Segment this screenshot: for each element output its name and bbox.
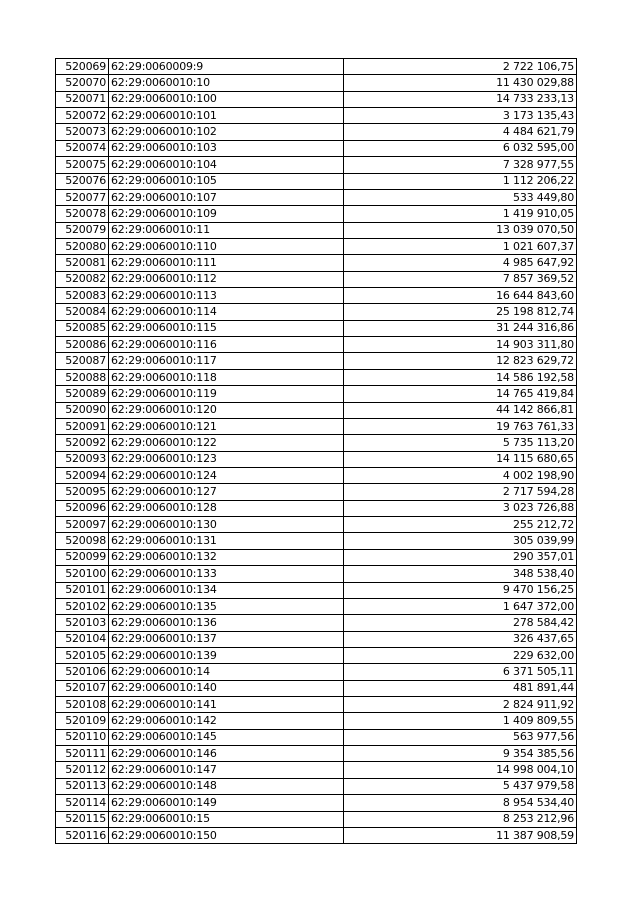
table-row: [56, 255, 577, 271]
table-row: [56, 827, 577, 843]
table-row: [56, 598, 577, 614]
cadastral-number-cell: 62:29:0060010:119: [109, 386, 344, 402]
cadastral-value-cell: 3 023 726,88: [344, 500, 577, 516]
cadastral-value-cell: 7 328 977,55: [344, 157, 577, 173]
cadastral-number-cell: 62:29:0060010:121: [109, 418, 344, 434]
table-row: [56, 664, 577, 680]
cadastral-number-cell: 62:29:0060010:102: [109, 124, 344, 140]
row-number-cell: 520078: [56, 206, 109, 222]
table-row: [56, 320, 577, 336]
cadastral-value-cell: 14 586 192,58: [344, 369, 577, 385]
cadastral-value-cell: 1 021 607,37: [344, 238, 577, 254]
cadastral-number-cell: 62:29:0060010:149: [109, 795, 344, 811]
cadastral-number-cell: 62:29:0060010:147: [109, 762, 344, 778]
cadastral-value-cell: 8 253 212,96: [344, 811, 577, 827]
cadastral-number-cell: 62:29:0060009:9: [109, 59, 344, 75]
table-row: [56, 189, 577, 205]
cadastral-number-cell: 62:29:0060010:14: [109, 664, 344, 680]
cadastral-value-cell: 5 735 113,20: [344, 435, 577, 451]
cadastral-value-cell: 12 823 629,72: [344, 353, 577, 369]
cadastral-value-cell: 6 371 505,11: [344, 664, 577, 680]
cadastral-value-cell: 14 903 311,80: [344, 337, 577, 353]
cadastral-value-cell: 326 437,65: [344, 631, 577, 647]
row-number-cell: 520089: [56, 386, 109, 402]
cadastral-value-cell: 1 419 910,05: [344, 206, 577, 222]
cadastral-value-cell: 278 584,42: [344, 615, 577, 631]
table-row: [56, 271, 577, 287]
cadastral-number-cell: 62:29:0060010:132: [109, 549, 344, 565]
cadastral-number-cell: 62:29:0060010:112: [109, 271, 344, 287]
cadastral-number-cell: 62:29:0060010:104: [109, 157, 344, 173]
cadastral-number-cell: 62:29:0060010:11: [109, 222, 344, 238]
table-row: [56, 680, 577, 696]
table-row: [56, 746, 577, 762]
row-number-cell: 520107: [56, 680, 109, 696]
row-number-cell: 520086: [56, 337, 109, 353]
cadastral-value-cell: 9 354 385,56: [344, 746, 577, 762]
cadastral-number-cell: 62:29:0060010:139: [109, 647, 344, 663]
cadastral-number-cell: 62:29:0060010:135: [109, 598, 344, 614]
row-number-cell: 520080: [56, 238, 109, 254]
row-number-cell: 520084: [56, 304, 109, 320]
row-number-cell: 520075: [56, 157, 109, 173]
table-row: [56, 647, 577, 663]
cadastral-number-cell: 62:29:0060010:117: [109, 353, 344, 369]
cadastral-value-cell: 255 212,72: [344, 517, 577, 533]
cadastral-number-cell: 62:29:0060010:148: [109, 778, 344, 794]
table-row: [56, 811, 577, 827]
table-row: [56, 778, 577, 794]
table-row: [56, 713, 577, 729]
row-number-cell: 520087: [56, 353, 109, 369]
cadastral-value-cell: 1 112 206,22: [344, 173, 577, 189]
row-number-cell: 520110: [56, 729, 109, 745]
table-row: [56, 124, 577, 140]
cadastral-value-cell: 348 538,40: [344, 566, 577, 582]
cadastral-number-cell: 62:29:0060010:137: [109, 631, 344, 647]
cadastral-value-cell: 13 039 070,50: [344, 222, 577, 238]
row-number-cell: 520095: [56, 484, 109, 500]
row-number-cell: 520114: [56, 795, 109, 811]
table-row: [56, 369, 577, 385]
row-number-cell: 520096: [56, 500, 109, 516]
row-number-cell: 520091: [56, 418, 109, 434]
row-number-cell: 520115: [56, 811, 109, 827]
cadastral-value-cell: 31 244 316,86: [344, 320, 577, 336]
table-row: [56, 337, 577, 353]
table-row: [56, 533, 577, 549]
cadastral-number-cell: 62:29:0060010:124: [109, 467, 344, 483]
cadastral-value-cell: 6 032 595,00: [344, 140, 577, 156]
table-row: [56, 795, 577, 811]
cadastral-value-cell: 8 954 534,40: [344, 795, 577, 811]
cadastral-value-cell: 7 857 369,52: [344, 271, 577, 287]
cadastral-number-cell: 62:29:0060010:15: [109, 811, 344, 827]
row-number-cell: 520077: [56, 189, 109, 205]
row-number-cell: 520088: [56, 369, 109, 385]
cadastral-number-cell: 62:29:0060010:122: [109, 435, 344, 451]
table-row: [56, 157, 577, 173]
table-row: [56, 59, 577, 75]
row-number-cell: 520085: [56, 320, 109, 336]
row-number-cell: 520100: [56, 566, 109, 582]
table-row: [56, 288, 577, 304]
cadastral-value-cell: 44 142 866,81: [344, 402, 577, 418]
row-number-cell: 520070: [56, 75, 109, 91]
table-row: [56, 582, 577, 598]
table-row: [56, 467, 577, 483]
row-number-cell: 520094: [56, 467, 109, 483]
row-number-cell: 520116: [56, 827, 109, 843]
cadastral-value-cell: 11 387 908,59: [344, 827, 577, 843]
row-number-cell: 520099: [56, 549, 109, 565]
cadastral-value-cell: 533 449,80: [344, 189, 577, 205]
table-row: [56, 697, 577, 713]
cadastral-value-cell: 2 824 911,92: [344, 697, 577, 713]
row-number-cell: 520113: [56, 778, 109, 794]
row-number-cell: 520082: [56, 271, 109, 287]
cadastral-number-cell: 62:29:0060010:133: [109, 566, 344, 582]
row-number-cell: 520102: [56, 598, 109, 614]
cadastral-number-cell: 62:29:0060010:123: [109, 451, 344, 467]
cadastral-number-cell: 62:29:0060010:128: [109, 500, 344, 516]
table-row: [56, 108, 577, 124]
table-row: [56, 91, 577, 107]
cadastral-value-cell: 2 717 594,28: [344, 484, 577, 500]
row-number-cell: 520071: [56, 91, 109, 107]
cadastral-value-cell: 481 891,44: [344, 680, 577, 696]
cadastral-number-cell: 62:29:0060010:127: [109, 484, 344, 500]
cadastral-number-cell: 62:29:0060010:101: [109, 108, 344, 124]
cadastral-number-cell: 62:29:0060010:136: [109, 615, 344, 631]
row-number-cell: 520079: [56, 222, 109, 238]
table-row: [56, 75, 577, 91]
cadastral-number-cell: 62:29:0060010:114: [109, 304, 344, 320]
cadastral-value-cell: 11 430 029,88: [344, 75, 577, 91]
row-number-cell: 520090: [56, 402, 109, 418]
cadastral-value-cell: 9 470 156,25: [344, 582, 577, 598]
row-number-cell: 520108: [56, 697, 109, 713]
cadastral-number-cell: 62:29:0060010:111: [109, 255, 344, 271]
row-number-cell: 520109: [56, 713, 109, 729]
table-row: [56, 238, 577, 254]
cadastral-number-cell: 62:29:0060010:131: [109, 533, 344, 549]
cadastral-number-cell: 62:29:0060010:10: [109, 75, 344, 91]
cadastral-value-cell: 14 765 419,84: [344, 386, 577, 402]
table-body: [56, 59, 577, 844]
table-row: [56, 451, 577, 467]
table-row: [56, 500, 577, 516]
table-row: [56, 484, 577, 500]
cadastral-value-cell: 14 733 233,13: [344, 91, 577, 107]
cadastral-value-cell: 229 632,00: [344, 647, 577, 663]
table-row: [56, 222, 577, 238]
cadastral-value-cell: 5 437 979,58: [344, 778, 577, 794]
row-number-cell: 520072: [56, 108, 109, 124]
row-number-cell: 520081: [56, 255, 109, 271]
row-number-cell: 520074: [56, 140, 109, 156]
cadastral-value-cell: 563 977,56: [344, 729, 577, 745]
table-row: [56, 435, 577, 451]
cadastral-number-cell: 62:29:0060010:115: [109, 320, 344, 336]
row-number-cell: 520093: [56, 451, 109, 467]
cadastral-value-cell: 19 763 761,33: [344, 418, 577, 434]
cadastral-number-cell: 62:29:0060010:103: [109, 140, 344, 156]
cadastral-value-cell: 14 115 680,65: [344, 451, 577, 467]
cadastral-number-cell: 62:29:0060010:107: [109, 189, 344, 205]
table-row: [56, 304, 577, 320]
cadastral-number-cell: 62:29:0060010:113: [109, 288, 344, 304]
row-number-cell: 520106: [56, 664, 109, 680]
table-row: [56, 517, 577, 533]
table-row: [56, 206, 577, 222]
row-number-cell: 520092: [56, 435, 109, 451]
cadastral-number-cell: 62:29:0060010:146: [109, 746, 344, 762]
row-number-cell: 520069: [56, 59, 109, 75]
cadastral-number-cell: 62:29:0060010:105: [109, 173, 344, 189]
table-row: [56, 386, 577, 402]
cadastral-value-cell: 4 002 198,90: [344, 467, 577, 483]
table-row: [56, 549, 577, 565]
cadastral-number-cell: 62:29:0060010:100: [109, 91, 344, 107]
row-number-cell: 520083: [56, 288, 109, 304]
table-row: [56, 615, 577, 631]
row-number-cell: 520103: [56, 615, 109, 631]
cadastral-value-cell: 14 998 004,10: [344, 762, 577, 778]
table-row: [56, 631, 577, 647]
cadastral-number-cell: 62:29:0060010:118: [109, 369, 344, 385]
cadastral-number-cell: 62:29:0060010:140: [109, 680, 344, 696]
cadastral-value-cell: 3 173 135,43: [344, 108, 577, 124]
cadastral-value-cell: 25 198 812,74: [344, 304, 577, 320]
row-number-cell: 520112: [56, 762, 109, 778]
table-row: [56, 762, 577, 778]
row-number-cell: 520101: [56, 582, 109, 598]
cadastral-value-cell: 4 985 647,92: [344, 255, 577, 271]
cadastral-number-cell: 62:29:0060010:120: [109, 402, 344, 418]
table-row: [56, 402, 577, 418]
cadastral-number-cell: 62:29:0060010:116: [109, 337, 344, 353]
cadastral-number-cell: 62:29:0060010:110: [109, 238, 344, 254]
cadastral-value-cell: 2 722 106,75: [344, 59, 577, 75]
cadastral-value-cell: 305 039,99: [344, 533, 577, 549]
cadastral-value-cell: 290 357,01: [344, 549, 577, 565]
table-row: [56, 418, 577, 434]
cadastral-number-cell: 62:29:0060010:109: [109, 206, 344, 222]
cadastral-value-cell: 1 647 372,00: [344, 598, 577, 614]
row-number-cell: 520097: [56, 517, 109, 533]
table-row: [56, 353, 577, 369]
table-row: [56, 140, 577, 156]
cadastral-number-cell: 62:29:0060010:145: [109, 729, 344, 745]
row-number-cell: 520098: [56, 533, 109, 549]
cadastral-value-table: [55, 58, 577, 844]
cadastral-value-cell: 4 484 621,79: [344, 124, 577, 140]
table-row: [56, 173, 577, 189]
cadastral-value-cell: 1 409 809,55: [344, 713, 577, 729]
cadastral-number-cell: 62:29:0060010:141: [109, 697, 344, 713]
row-number-cell: 520105: [56, 647, 109, 663]
table-row: [56, 729, 577, 745]
cadastral-value-cell: 16 644 843,60: [344, 288, 577, 304]
row-number-cell: 520111: [56, 746, 109, 762]
row-number-cell: 520104: [56, 631, 109, 647]
cadastral-number-cell: 62:29:0060010:142: [109, 713, 344, 729]
row-number-cell: 520076: [56, 173, 109, 189]
table-row: [56, 566, 577, 582]
cadastral-number-cell: 62:29:0060010:150: [109, 827, 344, 843]
cadastral-number-cell: 62:29:0060010:134: [109, 582, 344, 598]
row-number-cell: 520073: [56, 124, 109, 140]
cadastral-number-cell: 62:29:0060010:130: [109, 517, 344, 533]
